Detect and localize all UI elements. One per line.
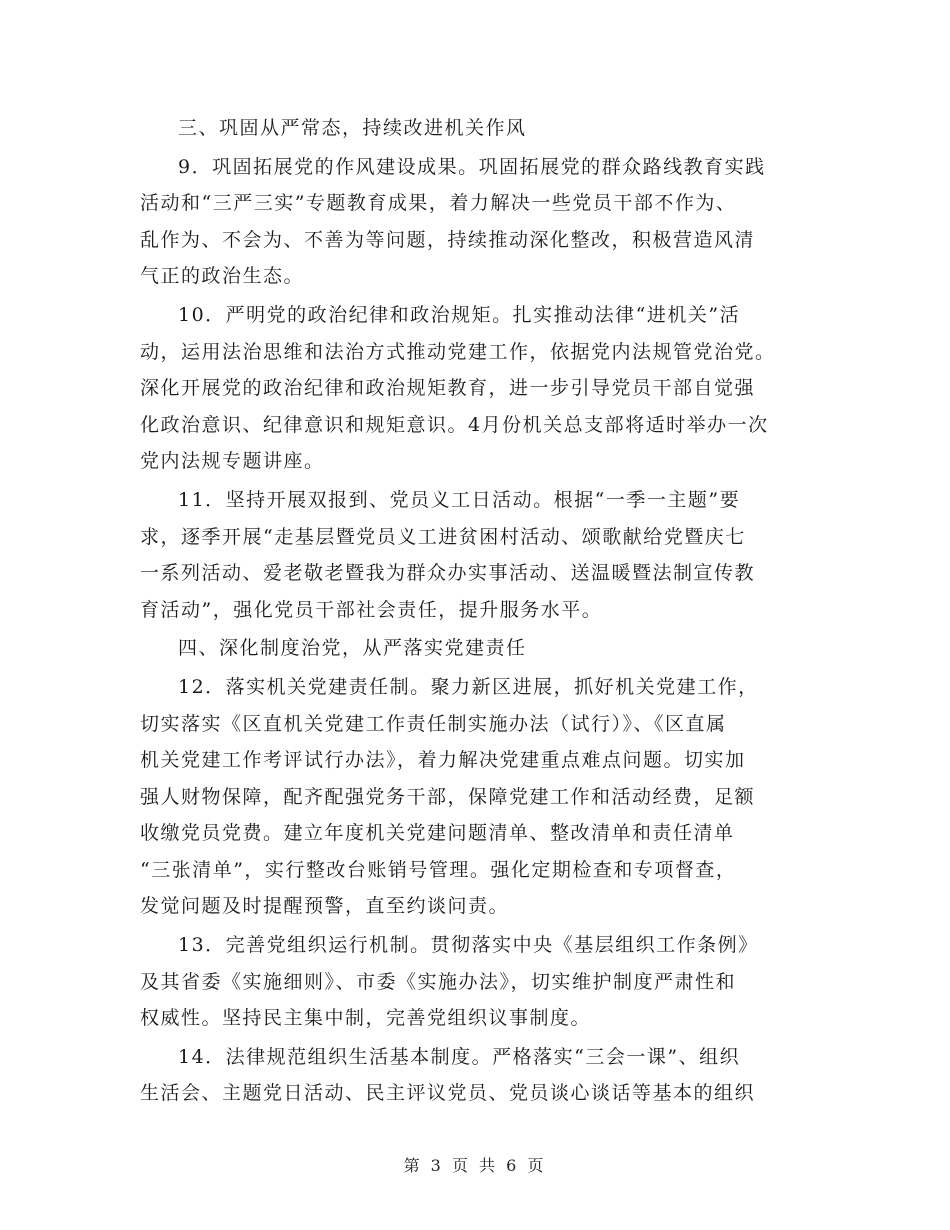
section-heading: 三、巩固从严常态，持续改进机关作风 [178, 117, 527, 139]
paragraph-line: 机关党建工作考评试行办法》，着力解决党建重点难点问题。切实加 [140, 749, 746, 772]
paragraph-line: 9．巩固拓展党的作风建设成果。巩固拓展党的群众路线教育实践 [178, 155, 766, 178]
paragraph-line: 活动和“三严三实”专题教育成果，着力解决一些党员干部不作为、 [140, 192, 737, 215]
paragraph-line: 13．完善党组织运行机制。贯彻落实中央《基层组织工作条例》 [178, 934, 759, 957]
paragraph [140, 669, 810, 925]
paragraph-line: 权威性。坚持民主集中制，完善党组织议事制度。 [140, 1007, 592, 1030]
paragraph [140, 927, 810, 1037]
page-footer: 第 3 页 共 6 页 [403, 1156, 547, 1175]
paragraph-line: 育活动”，强化党员干部社会责任，提升服务水平。 [140, 598, 603, 621]
paragraph-line: 发觉问题及时提醒预警，直至约谈问责。 [140, 895, 510, 918]
paragraph-line: 动，运用法治思维和法治方式推动党建工作，依据党内法规管党治党。 [140, 340, 776, 363]
paragraph-line: 党内法规专题讲座。 [140, 450, 325, 473]
paragraph-line: 及其省委《实施细则》、市委《实施办法》，切实维护制度严肃性和 [140, 970, 737, 993]
paragraph-line: 化政治意识、纪律意识和规矩意识。4月份机关总支部将适时举办一次 [140, 413, 769, 436]
paragraph [140, 482, 810, 628]
paragraph-line: 一系列活动、爱老敬老暨我为群众办实事活动、送温暖暨法制宣传教 [140, 562, 756, 585]
paragraph-line: “三张清单”，实行整改台账销号管理。强化定期检查和专项督查， [140, 858, 737, 881]
paragraph-line: 14．法律规范组织生活基本制度。严格落实“三会一课”、组织 [178, 1045, 741, 1068]
paragraph-line: 生活会、主题党日活动、民主评议党员、党员谈心谈话等基本的组织 [140, 1082, 756, 1105]
paragraph-line: 12．落实机关党建责任制。聚力新区进展，抓好机关党建工作， [178, 675, 759, 698]
paragraph-line: 10．严明党的政治纪律和政治规矩。扎实推动法律“进机关”活 [178, 303, 741, 326]
section-heading: 四、深化制度治党，从严落实党建责任 [178, 637, 527, 660]
paragraph-line: 切实落实《区直机关党建工作责任制实施办法（试行）》、《区直属 [140, 712, 727, 735]
paragraph-line: 收缴党员党费。建立年度机关党建问题清单、整改清单和责任清单 [140, 822, 735, 845]
paragraph [140, 1039, 810, 1112]
paragraph [140, 149, 810, 295]
document-body [140, 110, 810, 1114]
paragraph [140, 297, 810, 480]
paragraph-line: 乱作为、不会为、不善为等问题，持续推动深化整改，积极营造风清 [140, 228, 756, 251]
paragraph-line: 强人财物保障，配齐配强党务干部，保障党建工作和活动经费，足额 [140, 785, 756, 808]
paragraph-line: 求，逐季开展“走基层暨党员义工进贫困村活动、颂歌献给党暨庆七 [140, 525, 746, 548]
paragraph-line: 深化开展党的政治纪律和政治规矩教育，进一步引导党员干部自觉强 [140, 377, 756, 400]
paragraph-line: 气正的政治生态。 [140, 265, 305, 288]
paragraph-line: 11．坚持开展双报到、党员义工日活动。根据“一季一主题”要 [178, 488, 741, 511]
